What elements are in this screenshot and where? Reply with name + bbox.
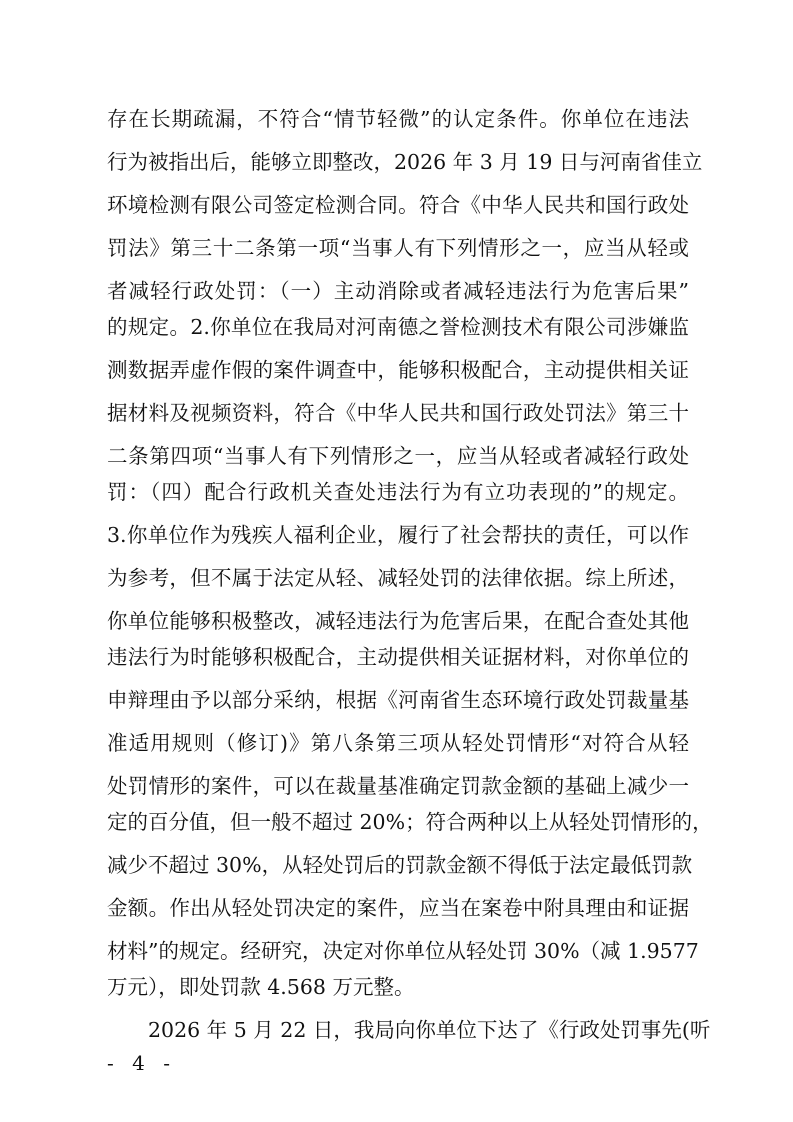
body-line-11: 3.你单位作为残疾人福利企业，履行了社会帮扶的责任，可以作 — [107, 523, 689, 547]
body-line-7: 测数据弄虚作假的案件调查中，能够积极配合，主动提供相关证 — [107, 358, 689, 382]
body-line-1: 存在长期疏漏，不符合“情节轻微”的认定条件。你单位在违法 — [107, 107, 689, 131]
page-number: - 4 - — [107, 1051, 176, 1075]
body-line-4: 罚法》第三十二条第一项“当事人有下列情形之一，应当从轻或 — [107, 236, 689, 260]
body-line-22: 万元），即处罚款 4.568 万元整。 — [107, 975, 415, 999]
body-line-18: 定的百分值，但一般不超过 20%；符合两种以上从轻处罚情形的， — [107, 810, 713, 834]
body-line-3: 环境检测有限公司签定检测合同。符合《中华人民共和国行政处 — [107, 193, 689, 217]
body-line-19: 减少不超过 30%，从轻处罚后的罚款金额不得低于法定最低罚款 — [107, 853, 693, 877]
body-line-10: 罚：（四）配合行政机关查处违法行为有立功表现的”的规定。 — [107, 480, 689, 504]
body-line-13: 你单位能够积极整改，减轻违法行为危害后果，在配合查处其他 — [107, 609, 689, 633]
body-line-16: 准适用规则（修订)》第八条第三项从轻处罚情形“对符合从轻 — [107, 731, 689, 755]
body-line-6: 的规定。2.你单位在我局对河南德之誉检测技术有限公司涉嫌监 — [107, 315, 689, 339]
body-line-5: 者减轻行政处罚：（一）主动消除或者减轻违法行为危害后果” — [107, 279, 689, 303]
body-line-15: 申辩理由予以部分采纳，根据《河南省生态环境行政处罚裁量基 — [107, 688, 689, 712]
body-line-12: 为参考，但不属于法定从轻、减轻处罚的法律依据。综上所述， — [107, 566, 689, 590]
body-line-21: 材料”的规定。经研究，决定对你单位从轻处罚 30%（减 1.9577 — [107, 939, 699, 963]
body-line-14: 违法行为时能够积极配合，主动提供相关证据材料，对你单位的 — [107, 645, 689, 669]
body-line-8: 据材料及视频资料，符合《中华人民共和国行政处罚法》第三十 — [107, 401, 689, 425]
body-line-2: 行为被指出后，能够立即整改，2026 年 3 月 19 日与河南省佳立 — [107, 150, 703, 174]
body-line-23: 2026 年 5 月 22 日，我局向你单位下达了《行政处罚事先(听 — [148, 1018, 711, 1042]
body-line-9: 二条第四项“当事人有下列情形之一，应当从轻或者减轻行政处 — [107, 444, 689, 468]
body-line-17: 处罚情形的案件，可以在裁量基准确定罚款金额的基础上减少一 — [107, 774, 689, 798]
body-line-20: 金额。作出从轻处罚决定的案件，应当在案卷中附具理由和证据 — [107, 896, 689, 920]
